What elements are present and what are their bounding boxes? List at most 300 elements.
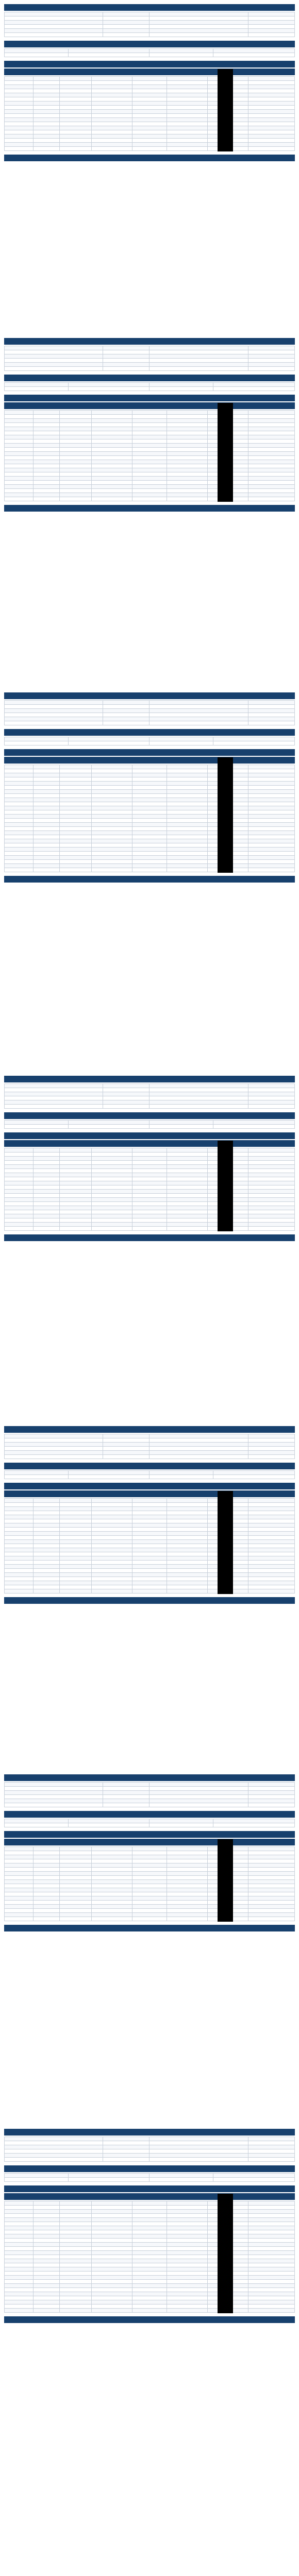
table-cell — [5, 786, 34, 790]
table-cell — [34, 2210, 60, 2214]
table-cell — [59, 1223, 91, 1227]
table-cell — [103, 1088, 150, 1092]
table-cell — [132, 2255, 167, 2259]
table-row — [5, 85, 295, 89]
table-cell — [167, 1573, 208, 1577]
table-cell — [91, 452, 132, 456]
table-row — [5, 2201, 295, 2206]
table-cell — [167, 802, 208, 806]
trade-total-band — [4, 1925, 295, 1931]
table-cell — [132, 2206, 167, 2210]
table-cell — [34, 810, 60, 815]
table-cell — [248, 2154, 294, 2158]
table-cell — [91, 1909, 132, 1913]
table-cell — [103, 33, 150, 37]
table-cell — [59, 777, 91, 782]
table-cell — [103, 709, 150, 713]
table-cell — [34, 786, 60, 790]
statement-section — [0, 1426, 299, 1756]
table-row — [5, 721, 295, 725]
table-row — [5, 2251, 295, 2255]
table-row — [5, 2154, 295, 2158]
table-cell — [248, 452, 294, 456]
table-cell — [248, 1561, 294, 1565]
table-cell — [59, 1548, 91, 1552]
table-cell — [34, 815, 60, 819]
table-row — [5, 2145, 295, 2149]
table-cell — [248, 85, 294, 89]
holders-table — [4, 382, 295, 391]
table-row — [5, 823, 295, 827]
table-row — [5, 411, 295, 415]
table-cell — [68, 383, 150, 387]
table-cell — [34, 2300, 60, 2304]
table-cell — [248, 2300, 294, 2304]
table-cell — [59, 464, 91, 468]
trades-table — [4, 1846, 295, 1921]
table-row — [5, 1515, 295, 1519]
table-cell — [59, 1173, 91, 1177]
table-row — [5, 93, 295, 97]
table-cell — [91, 493, 132, 497]
table-cell — [248, 1227, 294, 1231]
table-cell — [5, 848, 34, 852]
trade-total-band — [4, 155, 295, 161]
table-cell — [248, 2234, 294, 2239]
table-row — [5, 118, 295, 122]
table-cell — [132, 802, 167, 806]
table-cell — [59, 2206, 91, 2210]
table-cell — [59, 827, 91, 831]
table-row — [5, 427, 295, 431]
table-cell — [132, 1190, 167, 1194]
table-cell — [167, 806, 208, 810]
table-row — [5, 497, 295, 501]
table-cell — [34, 2263, 60, 2267]
table-cell — [167, 782, 208, 786]
table-cell — [248, 815, 294, 819]
table-cell — [167, 489, 208, 493]
redaction-block — [218, 1491, 233, 1594]
table-cell — [248, 1795, 294, 1799]
table-cell — [34, 1548, 60, 1552]
table-cell — [34, 439, 60, 444]
table-cell — [34, 1868, 60, 1872]
table-cell — [91, 777, 132, 782]
table-cell — [5, 1499, 34, 1503]
table-cell — [167, 1153, 208, 1157]
table-cell — [5, 423, 34, 427]
table-cell — [34, 1507, 60, 1511]
table-cell — [167, 1868, 208, 1872]
table-cell — [59, 1148, 91, 1153]
table-cell — [59, 481, 91, 485]
table-row — [5, 25, 295, 29]
table-cell — [34, 1227, 60, 1231]
table-cell — [167, 477, 208, 481]
table-cell — [59, 134, 91, 139]
table-cell — [5, 1173, 34, 1177]
table-row — [5, 367, 295, 371]
table-cell — [167, 786, 208, 790]
table-cell — [59, 114, 91, 118]
table-cell — [5, 1909, 34, 1913]
table-cell — [59, 1884, 91, 1888]
table-cell — [5, 89, 34, 93]
table-cell — [5, 2276, 34, 2280]
table-row — [5, 1548, 295, 1552]
table-cell — [213, 1475, 295, 1479]
table-cell — [91, 2300, 132, 2304]
table-cell — [59, 848, 91, 852]
table-cell — [248, 359, 294, 363]
table-cell — [132, 765, 167, 769]
table-cell — [5, 2304, 34, 2309]
table-cell — [5, 16, 103, 21]
table-cell — [34, 1165, 60, 1169]
table-cell — [248, 448, 294, 452]
table-cell — [167, 1528, 208, 1532]
table-row — [5, 1507, 295, 1511]
table-cell — [167, 1194, 208, 1198]
table-cell — [91, 765, 132, 769]
table-cell — [34, 1515, 60, 1519]
table-cell — [59, 456, 91, 460]
table-cell — [34, 2226, 60, 2230]
funds-band — [4, 395, 295, 401]
table-cell — [5, 29, 103, 33]
holders-table — [4, 737, 295, 745]
table-cell — [103, 1084, 150, 1088]
table-cell — [150, 12, 248, 16]
table-cell — [91, 497, 132, 501]
table-cell — [34, 1528, 60, 1532]
table-cell — [5, 1223, 34, 1227]
table-cell — [103, 2137, 150, 2141]
table-cell — [59, 468, 91, 472]
table-cell — [103, 29, 150, 33]
table-row — [5, 848, 295, 852]
table-cell — [167, 1198, 208, 1202]
table-cell — [91, 1868, 132, 1872]
table-row — [5, 765, 295, 769]
table-cell — [150, 359, 248, 363]
table-cell — [103, 1787, 150, 1791]
table-cell — [5, 2201, 34, 2206]
table-cell — [59, 85, 91, 89]
table-row — [5, 1100, 295, 1105]
table-cell — [132, 790, 167, 794]
table-cell — [167, 1863, 208, 1868]
table-cell — [34, 419, 60, 423]
table-row — [5, 1540, 295, 1544]
table-cell — [167, 1173, 208, 1177]
trades-band — [4, 1490, 295, 1497]
table-row — [5, 1544, 295, 1548]
table-cell — [34, 2214, 60, 2218]
table-cell — [103, 21, 150, 25]
table-cell — [34, 2239, 60, 2243]
table-cell — [5, 1581, 34, 1585]
table-cell — [5, 1507, 34, 1511]
table-row — [5, 1523, 295, 1528]
table-row — [5, 802, 295, 806]
table-row — [5, 1148, 295, 1153]
table-cell — [34, 415, 60, 419]
table-cell — [150, 1471, 213, 1475]
table-cell — [5, 1589, 34, 1594]
table-cell — [167, 794, 208, 798]
redaction-block — [218, 1839, 233, 1922]
table-cell — [248, 1185, 294, 1190]
table-cell — [132, 1847, 167, 1851]
table-row — [5, 2222, 295, 2226]
table-row — [5, 481, 295, 485]
table-cell — [59, 489, 91, 493]
table-cell — [103, 359, 150, 363]
table-cell — [34, 1169, 60, 1173]
table-cell — [59, 782, 91, 786]
table-cell — [5, 452, 34, 456]
table-cell — [167, 2214, 208, 2218]
table-cell — [248, 419, 294, 423]
table-cell — [150, 737, 213, 741]
trades-band — [4, 2193, 295, 2200]
table-cell — [132, 1876, 167, 1880]
table-cell — [5, 1177, 34, 1181]
table-row — [5, 1581, 295, 1585]
table-row — [5, 1206, 295, 1210]
table-cell — [91, 1872, 132, 1876]
table-cell — [248, 1913, 294, 1917]
table-cell — [132, 843, 167, 848]
table-cell — [91, 1556, 132, 1561]
table-cell — [59, 1523, 91, 1528]
table-cell — [91, 856, 132, 860]
table-cell — [5, 1884, 34, 1888]
table-cell — [68, 737, 150, 741]
table-cell — [34, 110, 60, 114]
table-cell — [59, 89, 91, 93]
table-cell — [34, 1519, 60, 1523]
table-cell — [68, 741, 150, 745]
table-cell — [248, 1556, 294, 1561]
table-row — [5, 387, 295, 391]
table-cell — [167, 411, 208, 415]
table-row — [5, 2300, 295, 2304]
table-cell — [132, 77, 167, 81]
table-cell — [132, 431, 167, 435]
table-cell — [167, 419, 208, 423]
table-row — [5, 346, 295, 350]
table-cell — [34, 85, 60, 89]
table-cell — [5, 126, 34, 130]
table-cell — [5, 1896, 34, 1901]
table-cell — [68, 1471, 150, 1475]
table-cell — [150, 1092, 248, 1096]
table-cell — [248, 1096, 294, 1100]
table-row — [5, 485, 295, 489]
table-cell — [132, 1153, 167, 1157]
table-cell — [167, 435, 208, 439]
table-cell — [91, 456, 132, 460]
table-cell — [167, 460, 208, 464]
table-cell — [68, 1125, 150, 1129]
table-cell — [34, 147, 60, 151]
table-cell — [34, 1917, 60, 1921]
table-cell — [59, 419, 91, 423]
statement-section — [0, 4, 299, 334]
table-cell — [167, 819, 208, 823]
table-cell — [132, 464, 167, 468]
table-row — [5, 1443, 295, 1447]
table-cell — [5, 798, 34, 802]
table-cell — [150, 1819, 213, 1823]
table-cell — [132, 2210, 167, 2214]
table-cell — [91, 2201, 132, 2206]
table-cell — [103, 1803, 150, 1807]
table-cell — [150, 16, 248, 21]
table-row — [5, 2292, 295, 2296]
table-cell — [5, 1888, 34, 1892]
table-cell — [34, 852, 60, 856]
table-cell — [34, 81, 60, 85]
table-cell — [213, 383, 295, 387]
table-row — [5, 1901, 295, 1905]
table-cell — [248, 1901, 294, 1905]
table-cell — [132, 435, 167, 439]
table-cell — [34, 765, 60, 769]
redaction-block — [218, 2194, 233, 2313]
table-cell — [91, 122, 132, 126]
table-cell — [91, 1573, 132, 1577]
table-cell — [91, 1177, 132, 1181]
table-cell — [5, 2272, 34, 2276]
table-cell — [132, 769, 167, 773]
table-cell — [132, 1185, 167, 1190]
table-cell — [91, 130, 132, 134]
table-cell — [59, 81, 91, 85]
table-row — [5, 2309, 295, 2313]
table-row — [5, 1896, 295, 1901]
table-cell — [167, 769, 208, 773]
table-cell — [68, 1121, 150, 1125]
table-row — [5, 106, 295, 110]
statement-section — [0, 1076, 299, 1405]
table-cell — [91, 1157, 132, 1161]
table-cell — [91, 415, 132, 419]
table-row — [5, 1573, 295, 1577]
table-cell — [132, 2239, 167, 2243]
table-row — [5, 786, 295, 790]
table-cell — [34, 1185, 60, 1190]
table-cell — [167, 1206, 208, 1210]
table-cell — [5, 852, 34, 856]
table-cell — [91, 835, 132, 839]
table-cell — [132, 856, 167, 860]
table-cell — [5, 1913, 34, 1917]
table-cell — [248, 29, 294, 33]
funds-band — [4, 1483, 295, 1489]
table-cell — [5, 1872, 34, 1876]
table-cell — [5, 147, 34, 151]
table-row — [5, 1528, 295, 1532]
table-row — [5, 1088, 295, 1092]
table-cell — [91, 1519, 132, 1523]
table-cell — [167, 1227, 208, 1231]
table-cell — [34, 2201, 60, 2206]
table-cell — [34, 1581, 60, 1585]
table-row — [5, 717, 295, 721]
table-cell — [132, 827, 167, 831]
table-cell — [59, 1851, 91, 1855]
table-cell — [34, 777, 60, 782]
table-cell — [248, 2288, 294, 2292]
table-cell — [248, 2267, 294, 2272]
trades-table — [4, 76, 295, 151]
trades-table — [4, 1148, 295, 1231]
table-cell — [34, 493, 60, 497]
table-cell — [59, 794, 91, 798]
table-cell — [59, 2284, 91, 2288]
table-cell — [248, 411, 294, 415]
table-cell — [5, 448, 34, 452]
table-cell — [5, 1577, 34, 1581]
trade-total-band — [4, 876, 295, 883]
table-cell — [5, 2230, 34, 2234]
table-cell — [59, 1552, 91, 1556]
table-cell — [59, 1536, 91, 1540]
table-cell — [59, 431, 91, 435]
table-row — [5, 713, 295, 717]
table-row — [5, 1214, 295, 1218]
table-cell — [59, 2218, 91, 2222]
table-cell — [34, 1218, 60, 1223]
table-cell — [59, 819, 91, 823]
table-row — [5, 1210, 295, 1214]
trades-table — [4, 2201, 295, 2313]
table-cell — [167, 464, 208, 468]
table-cell — [103, 1799, 150, 1803]
table-cell — [34, 823, 60, 827]
funds-band — [4, 1132, 295, 1139]
table-cell — [150, 1121, 213, 1125]
table-cell — [248, 435, 294, 439]
table-cell — [132, 798, 167, 802]
table-cell — [5, 1519, 34, 1523]
assets-band — [4, 338, 295, 345]
table-cell — [91, 2263, 132, 2267]
table-cell — [59, 798, 91, 802]
table-cell — [91, 2251, 132, 2255]
table-cell — [91, 810, 132, 815]
table-cell — [248, 2284, 294, 2288]
table-cell — [59, 439, 91, 444]
table-cell — [248, 856, 294, 860]
table-cell — [150, 741, 213, 745]
table-cell — [91, 1880, 132, 1884]
table-cell — [167, 1577, 208, 1581]
table-cell — [34, 839, 60, 843]
table-cell — [91, 1169, 132, 1173]
table-cell — [59, 101, 91, 106]
table-cell — [59, 1880, 91, 1884]
table-row — [5, 1783, 295, 1787]
table-cell — [34, 485, 60, 489]
table-cell — [91, 419, 132, 423]
table-cell — [248, 460, 294, 464]
table-cell — [59, 1153, 91, 1157]
